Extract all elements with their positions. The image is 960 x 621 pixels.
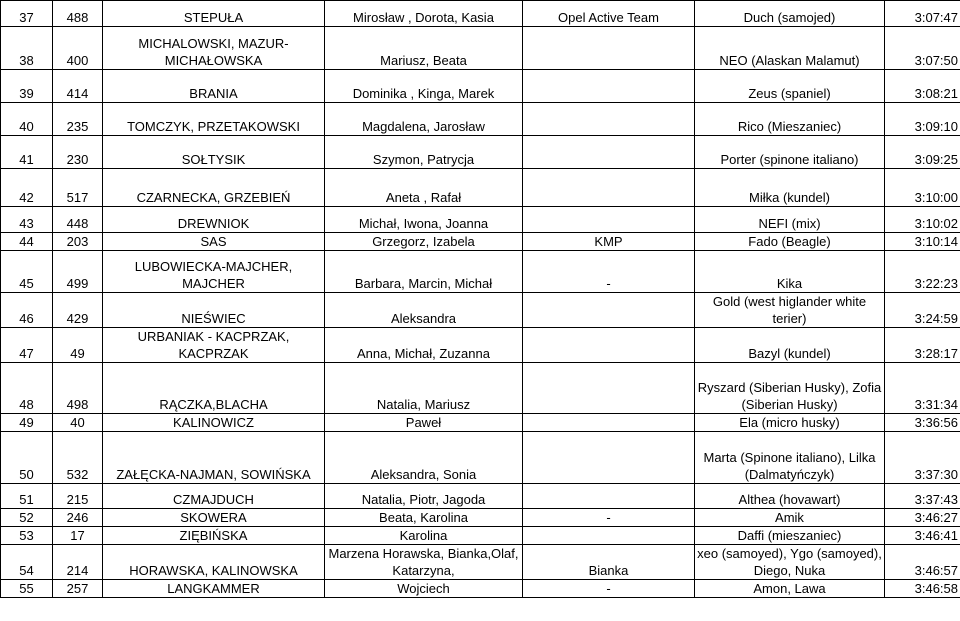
time-cell (885, 27, 960, 70)
number-cell (53, 103, 103, 136)
dog-cell-text: Gold (west higlander white terier) (712, 294, 867, 326)
time-cell (885, 251, 960, 293)
first-names-cell-text: Beata, Karolina (379, 510, 468, 525)
time-cell (885, 169, 960, 207)
table-row (1, 545, 960, 580)
place-cell (1, 414, 53, 432)
place-cell-text: 47 (19, 346, 34, 361)
team-cell (523, 70, 695, 103)
number-cell (53, 432, 103, 484)
surname-cell (103, 527, 325, 545)
surname-cell-text: SAS (200, 234, 227, 249)
team-cell (523, 484, 695, 509)
place-cell-text: 39 (19, 86, 34, 101)
time-cell (885, 432, 960, 484)
time-cell (885, 233, 960, 251)
surname-cell-text: KALINOWICZ (173, 415, 254, 430)
dog-cell-text: Althea (hovawart) (738, 492, 841, 507)
dog-cell-text: Duch (samojed) (743, 10, 836, 25)
number-cell-text: 414 (66, 86, 89, 101)
first-names-cell-text: Grzegorz, Izabela (372, 234, 475, 249)
place-cell-text: 54 (19, 563, 34, 578)
surname-cell-text: BRANIA (189, 86, 238, 101)
time-cell-text: 3:07:47 (914, 10, 958, 25)
surname-cell (103, 414, 325, 432)
first-names-cell (325, 103, 523, 136)
dog-cell (695, 136, 885, 169)
first-names-cell-text: Aneta , Rafał (385, 190, 462, 205)
dog-cell-text: Kika (776, 276, 803, 291)
number-cell-text: 230 (66, 152, 89, 167)
surname-cell (103, 509, 325, 527)
number-cell (53, 27, 103, 70)
time-cell-text: 3:07:50 (914, 53, 958, 68)
number-cell (53, 251, 103, 293)
table-row (1, 169, 960, 207)
surname-cell-text: LUBOWIECKA-MAJCHER, MAJCHER (134, 259, 293, 291)
first-names-cell-text: Szymon, Patrycja (372, 152, 475, 167)
first-names-cell-text: Dominika , Kinga, Marek (352, 86, 495, 101)
place-cell-text: 55 (19, 581, 34, 596)
number-cell (53, 545, 103, 580)
first-names-cell (325, 414, 523, 432)
number-cell-text: 517 (66, 190, 89, 205)
table-row (1, 580, 960, 598)
number-cell (53, 1, 103, 27)
dog-cell-text: Daffi (mieszaniec) (737, 528, 842, 543)
surname-cell-text: HORAWSKA, KALINOWSKA (129, 563, 298, 578)
team-cell (523, 328, 695, 363)
place-cell-text: 48 (19, 397, 34, 412)
time-cell-text: 3:10:02 (914, 216, 958, 231)
dog-cell (695, 545, 885, 580)
surname-cell (103, 1, 325, 27)
place-cell (1, 70, 53, 103)
place-cell (1, 1, 53, 27)
place-cell-text: 52 (19, 510, 34, 525)
time-cell (885, 527, 960, 545)
first-names-cell-text: Mirosław , Dorota, Kasia (353, 10, 494, 25)
time-cell (885, 328, 960, 363)
first-names-cell-text: Marzena Horawska, Bianka,Olaf, Katarzyna, (328, 546, 519, 578)
number-cell-text: 498 (66, 397, 89, 412)
table-row (1, 328, 960, 363)
team-cell (523, 527, 695, 545)
first-names-cell-text: Aleksandra, Sonia (370, 467, 477, 482)
team-cell (523, 1, 695, 27)
place-cell (1, 251, 53, 293)
team-cell-text: - (606, 581, 611, 596)
dog-cell (695, 484, 885, 509)
place-cell-text: 46 (19, 311, 34, 326)
time-cell-text: 3:10:00 (914, 190, 958, 205)
dog-cell (695, 207, 885, 233)
place-cell (1, 207, 53, 233)
team-cell (523, 414, 695, 432)
first-names-cell-text: Karolina (399, 528, 448, 543)
surname-cell (103, 27, 325, 70)
surname-cell-text: CZARNECKA, GRZEBIEŃ (136, 190, 291, 205)
table-row (1, 414, 960, 432)
number-cell-text: 400 (66, 53, 89, 68)
first-names-cell (325, 169, 523, 207)
place-cell-text: 42 (19, 190, 34, 205)
place-cell (1, 293, 53, 328)
first-names-cell-text: Natalia, Piotr, Jagoda (361, 492, 486, 507)
team-cell-text: KMP (594, 234, 623, 249)
first-names-cell-text: Michał, Iwona, Joanna (358, 216, 489, 231)
surname-cell-text: NIEŚWIEC (181, 311, 246, 326)
surname-cell-text: ZIĘBIŃSKA (179, 528, 248, 543)
number-cell-text: 40 (70, 415, 85, 430)
surname-cell-text: CZMAJDUCH (173, 492, 254, 507)
table-row (1, 136, 960, 169)
time-cell-text: 3:36:56 (914, 415, 958, 430)
team-cell (523, 580, 695, 598)
time-cell (885, 414, 960, 432)
dog-cell (695, 328, 885, 363)
place-cell (1, 363, 53, 414)
surname-cell (103, 70, 325, 103)
surname-cell-text: ZAŁĘCKA-NAJMAN, SOWIŃSKA (116, 467, 311, 482)
place-cell-text: 50 (19, 467, 34, 482)
first-names-cell (325, 70, 523, 103)
number-cell (53, 70, 103, 103)
surname-cell-text: DREWNIOK (177, 216, 250, 231)
first-names-cell (325, 484, 523, 509)
time-cell-text: 3:09:25 (914, 152, 958, 167)
surname-cell-text: URBANIAK - KACPRZAK, KACPRZAK (137, 329, 290, 361)
dog-cell (695, 251, 885, 293)
team-cell (523, 233, 695, 251)
first-names-cell (325, 527, 523, 545)
first-names-cell (325, 363, 523, 414)
time-cell-text: 3:37:43 (914, 492, 958, 507)
first-names-cell-text: Paweł (405, 415, 442, 430)
place-cell-text: 51 (19, 492, 34, 507)
time-cell-text: 3:10:14 (914, 234, 958, 249)
place-cell-text: 43 (19, 216, 34, 231)
number-cell (53, 293, 103, 328)
first-names-cell (325, 251, 523, 293)
dog-cell-text: Miłka (kundel) (749, 190, 830, 205)
place-cell (1, 484, 53, 509)
dog-cell (695, 580, 885, 598)
place-cell-text: 38 (19, 53, 34, 68)
dog-cell (695, 293, 885, 328)
first-names-cell (325, 233, 523, 251)
first-names-cell (325, 545, 523, 580)
number-cell (53, 509, 103, 527)
surname-cell-text: SKOWERA (180, 510, 247, 525)
time-cell-text: 3:46:57 (914, 563, 958, 578)
dog-cell (695, 233, 885, 251)
number-cell-text: 257 (66, 581, 89, 596)
team-cell (523, 207, 695, 233)
time-cell-text: 3:46:27 (914, 510, 958, 525)
place-cell (1, 136, 53, 169)
dog-cell-text: Rico (Mieszaniec) (737, 119, 842, 134)
first-names-cell (325, 328, 523, 363)
dog-cell-text: Amon, Lawa (753, 581, 826, 596)
dog-cell (695, 527, 885, 545)
time-cell-text: 3:08:21 (914, 86, 958, 101)
number-cell-text: 215 (66, 492, 89, 507)
number-cell-text: 499 (66, 276, 89, 291)
place-cell (1, 545, 53, 580)
number-cell-text: 488 (66, 10, 89, 25)
surname-cell (103, 207, 325, 233)
surname-cell (103, 293, 325, 328)
time-cell (885, 293, 960, 328)
place-cell (1, 103, 53, 136)
table-row (1, 1, 960, 27)
dog-cell (695, 414, 885, 432)
place-cell-text: 49 (19, 415, 34, 430)
dog-cell-text: Marta (Spinone italiano), Lilka (Dalmatyńczyk) (703, 450, 876, 482)
team-cell-text: - (606, 510, 611, 525)
number-cell (53, 580, 103, 598)
team-cell-text: Bianka (588, 563, 629, 578)
place-cell (1, 233, 53, 251)
place-cell (1, 27, 53, 70)
time-cell-text: 3:31:34 (914, 397, 958, 412)
number-cell-text: 448 (66, 216, 89, 231)
first-names-cell (325, 432, 523, 484)
time-cell (885, 103, 960, 136)
place-cell-text: 44 (19, 234, 34, 249)
time-cell-text: 3:22:23 (914, 276, 958, 291)
number-cell (53, 527, 103, 545)
number-cell-text: 429 (66, 311, 89, 326)
surname-cell-text: STEPUŁA (183, 10, 244, 25)
dog-cell (695, 432, 885, 484)
dog-cell-text: Ela (micro husky) (739, 415, 840, 430)
first-names-cell (325, 136, 523, 169)
surname-cell (103, 251, 325, 293)
dog-cell-text: Amik (775, 510, 804, 525)
number-cell-text: 203 (66, 234, 89, 249)
surname-cell (103, 328, 325, 363)
time-cell (885, 136, 960, 169)
dog-cell (695, 27, 885, 70)
team-cell (523, 545, 695, 580)
number-cell (53, 484, 103, 509)
team-cell (523, 363, 695, 414)
number-cell (53, 414, 103, 432)
dog-cell (695, 1, 885, 27)
dog-cell (695, 70, 885, 103)
time-cell (885, 363, 960, 414)
number-cell (53, 233, 103, 251)
first-names-cell-text: Mariusz, Beata (380, 53, 467, 68)
number-cell (53, 136, 103, 169)
first-names-cell (325, 207, 523, 233)
first-names-cell-text: Natalia, Mariusz (376, 397, 471, 412)
time-cell-text: 3:28:17 (914, 346, 958, 361)
table-row (1, 509, 960, 527)
table-row (1, 70, 960, 103)
time-cell (885, 509, 960, 527)
surname-cell (103, 484, 325, 509)
table-row (1, 527, 960, 545)
time-cell-text: 3:46:58 (914, 581, 958, 596)
team-cell (523, 136, 695, 169)
table-row (1, 103, 960, 136)
first-names-cell (325, 580, 523, 598)
surname-cell (103, 136, 325, 169)
place-cell-text: 40 (19, 119, 34, 134)
time-cell (885, 484, 960, 509)
team-cell-text: Opel Active Team (558, 10, 659, 25)
time-cell (885, 70, 960, 103)
surname-cell-text: SOŁTYSIK (181, 152, 246, 167)
dog-cell-text: Porter (spinone italiano) (720, 152, 859, 167)
first-names-cell (325, 293, 523, 328)
first-names-cell-text: Anna, Michał, Zuzanna (357, 346, 490, 361)
number-cell (53, 328, 103, 363)
table-row (1, 251, 960, 293)
time-cell-text: 3:24:59 (914, 311, 958, 326)
team-cell-text: - (606, 276, 611, 291)
place-cell (1, 580, 53, 598)
table-row (1, 27, 960, 70)
number-cell-text: 246 (66, 510, 89, 525)
first-names-cell-text: Magdalena, Jarosław (362, 119, 485, 134)
time-cell-text: 3:46:41 (914, 528, 958, 543)
place-cell (1, 527, 53, 545)
time-cell (885, 207, 960, 233)
first-names-cell-text: Barbara, Marcin, Michał (354, 276, 493, 291)
table-row (1, 363, 960, 414)
team-cell (523, 169, 695, 207)
number-cell-text: 532 (66, 467, 89, 482)
surname-cell (103, 233, 325, 251)
table-row (1, 432, 960, 484)
team-cell (523, 509, 695, 527)
place-cell (1, 169, 53, 207)
dog-cell-text: xeo (samoyed), Ygo (samoyed), Diego, Nuka (697, 546, 882, 578)
dog-cell-text: Bazyl (kundel) (748, 346, 831, 361)
table-row (1, 484, 960, 509)
time-cell (885, 580, 960, 598)
team-cell (523, 251, 695, 293)
place-cell (1, 328, 53, 363)
dog-cell (695, 169, 885, 207)
table-row (1, 207, 960, 233)
place-cell-text: 41 (19, 152, 34, 167)
number-cell-text: 49 (70, 346, 85, 361)
first-names-cell-text: Wojciech (397, 581, 450, 596)
surname-cell-text: MICHALOWSKI, MAZUR-MICHAŁOWSKA (138, 36, 289, 68)
number-cell-text: 17 (70, 528, 85, 543)
time-cell (885, 1, 960, 27)
dog-cell (695, 103, 885, 136)
dog-cell (695, 363, 885, 414)
place-cell-text: 53 (19, 528, 34, 543)
surname-cell (103, 363, 325, 414)
dog-cell (695, 509, 885, 527)
time-cell-text: 3:09:10 (914, 119, 958, 134)
number-cell (53, 207, 103, 233)
first-names-cell (325, 509, 523, 527)
dog-cell-text: Ryszard (Siberian Husky), Zofia (Siberian Husky) (697, 380, 882, 412)
dog-cell-text: NEO (Alaskan Malamut) (719, 53, 860, 68)
dog-cell-text: Fado (Beagle) (748, 234, 831, 249)
first-names-cell (325, 1, 523, 27)
surname-cell (103, 545, 325, 580)
time-cell-text: 3:37:30 (914, 467, 958, 482)
number-cell (53, 363, 103, 414)
team-cell (523, 432, 695, 484)
time-cell (885, 545, 960, 580)
surname-cell (103, 103, 325, 136)
surname-cell-text: LANGKAMMER (167, 581, 260, 596)
surname-cell (103, 169, 325, 207)
team-cell (523, 293, 695, 328)
team-cell (523, 27, 695, 70)
surname-cell (103, 432, 325, 484)
place-cell (1, 432, 53, 484)
dog-cell-text: Zeus (spaniel) (748, 86, 831, 101)
team-cell (523, 103, 695, 136)
table-row (1, 233, 960, 251)
number-cell (53, 169, 103, 207)
surname-cell-text: TOMCZYK, PRZETAKOWSKI (127, 119, 300, 134)
place-cell-text: 45 (19, 276, 34, 291)
dog-cell-text: NEFI (mix) (758, 216, 821, 231)
results-table-body (1, 1, 960, 598)
surname-cell-text: RĄCZKA,BLACHA (159, 397, 268, 412)
first-names-cell (325, 27, 523, 70)
surname-cell (103, 580, 325, 598)
place-cell (1, 509, 53, 527)
number-cell-text: 214 (66, 563, 89, 578)
place-cell-text: 37 (19, 10, 34, 25)
table-row (1, 293, 960, 328)
first-names-cell-text: Aleksandra (390, 311, 457, 326)
number-cell-text: 235 (66, 119, 89, 134)
